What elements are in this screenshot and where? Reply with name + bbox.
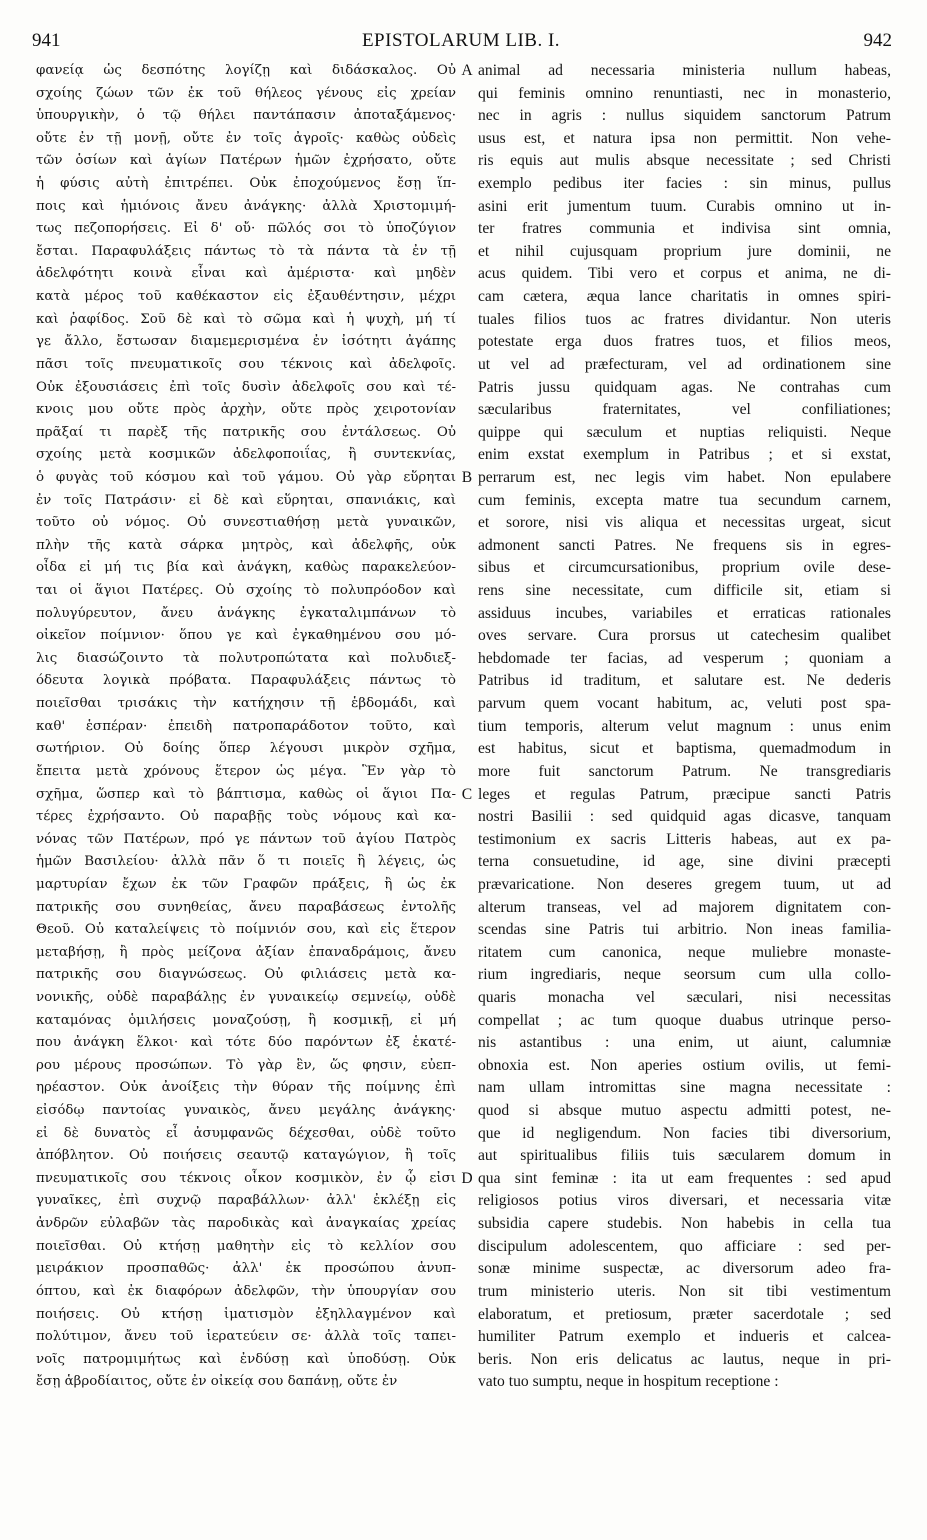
latin-text-line: que id negligendum. Non facies tibi diversorium, [478, 1124, 891, 1142]
greek-text-line: Θεοῦ. Οὐ καταλείψεις τὸ ποίμνιόν σου, καὶ εἰς ἕτερον [36, 922, 456, 938]
section-marker: B [461, 469, 473, 487]
latin-text-line: scendas sine Patris tui arbitrio. Non ineas familia- [478, 921, 891, 939]
latin-text-column [478, 60, 891, 1394]
greek-text-line: που ἀνάγκη ἕλκοι· καὶ τότε δύο παρόντων ἐξ ἑκατέ- [36, 1035, 456, 1051]
greek-text-line: ἔσῃ ἁβροδίαιτος, οὔτε ἐν οἰκείᾳ σου δαπάνῃ, οὔτε ἐν [36, 1374, 398, 1390]
latin-text-line: admonent sancti Patres. Ne frequens sis in egres- [478, 536, 891, 554]
latin-text-line: exemplo pedibus iter facies : sin minus, pullus [478, 175, 891, 193]
greek-text-line: πολύτιμον, ἄνευ τοῦ ἱερατεύειν σε· ἀλλὰ τοῖς ταπει- [36, 1329, 456, 1345]
greek-text-line: νοῖς πατρομιμήτως καὶ ἐνδύσῃ καὶ ὑποδύσῃ. Οὐκ [36, 1351, 456, 1367]
greek-text-line: πᾶσι τοῖς πνευματικοῖς σου τέκνοις καὶ ἀδελφοῖς. [36, 356, 456, 372]
latin-text-line: ter fratres communia et indivisa sint omnia, [478, 220, 891, 238]
greek-text-line: ὑπουργικὴν, ὁ τῷ θήλει παντάπασιν ἀποταξάμενος· [36, 108, 456, 124]
greek-text-line: καὶ ῥαφίδος. Σοῦ δὲ καὶ τὸ σῶμα καὶ ἡ ψυχὴ, μή τί [36, 311, 456, 327]
latin-text-line: acus quidem. Tibi vero et corpus et anima, ne di- [478, 265, 891, 283]
latin-text-line: leges et regulas Patrum, præcipue sancti Patris [478, 785, 891, 803]
greek-text-line: οἰκεῖον ποίμνιον· ὅπου γε καὶ ἐγκαθημένου σου μό- [36, 628, 456, 644]
greek-text-line: ποιεῖσθαι τρισάκις τὴν κατήχησιν τῇ ἑβδομάδι, καὶ [36, 696, 456, 712]
latin-text-line: asini erit jumentum tuum. Curabis omnino ut in- [478, 197, 891, 215]
greek-text-column [36, 60, 456, 1394]
greek-text-line: καταμόνας ὁμιλήσεις μοναζούσῃ, ἢ κοσμικῇ, εἰ μή [36, 1012, 456, 1028]
greek-text-line: ἡμῶν Βασιλείου· ἀλλὰ πᾶν ὅ τι ποιεῖς ἢ λέγεις, ὡς [36, 854, 456, 870]
greek-text-line: ἡ φύσις αὐτὴ ἐπιτρέπει. Οὐκ ἐποχούμενος ἔσῃ ἵπ- [36, 176, 456, 192]
greek-text-line: τῶν ὁσίων καὶ ἁγίων Πατέρων ἡμῶν ἐχρήσατο, οὔτε [36, 153, 456, 169]
greek-text-line: ποις καὶ ἡμιόνοις ἄνευ ἀνάγκης· ἀλλὰ Χριστομιμή- [36, 198, 456, 214]
greek-text-line: φανείᾳ ὡς δεσπότης λογίζῃ καὶ διδάσκαλος. Οὐ [36, 63, 456, 78]
greek-text-line: ἔπειτα μετὰ χρόνους ἕτερον ὡς μέγα. Ἓν γὰρ τὸ [36, 763, 456, 779]
greek-text-line: λις διασώζοιντο τὰ πολυτροπώτατα καὶ πολυδιεξ- [36, 650, 456, 666]
latin-text-line: cum feminis, excepta matre tua secundum carnem, [478, 491, 891, 509]
greek-text-line: ηρέαστον. Οὐκ ἀνοίξεις τὴν θύραν τῆς ποίμνης ἐπὶ [36, 1080, 456, 1096]
latin-text-line: perrarum est, nec legis vim habet. Non epulabere [478, 468, 891, 486]
latin-text-line: enim exstat exemplum in Patribus ; et si exstat, [478, 446, 891, 464]
latin-text-line: compellat ; ac tum quoque duabus utrinque perso- [478, 1011, 891, 1029]
latin-text-line: ris equis aut mulis absque necessitate ; sed Christi [478, 152, 891, 170]
latin-text-line: oves servare. Cura prorsus ut catechesim qualibet [478, 627, 891, 645]
latin-text-line: cam cætera, æqua lance charitatis in omnes spiri- [478, 288, 891, 306]
greek-text-line: ποιεῖσθαι. Οὐ κτήσῃ μαθητὴν εἰς τὸ κελλίον σου [36, 1238, 456, 1254]
greek-text-line: πατρικῆς σου συνηθείας, ἄνευ παραβάσεως ἐντολῆς [36, 899, 456, 915]
greek-text-line: όδευτα λογικὰ πρόβατα. Παραφυλάξεις πάντως τὸ [36, 673, 456, 689]
page-number-left: 941 [32, 30, 61, 51]
greek-text-line: ἔσται. Παραφυλάξεις πάντως τὸ τὰ πάντα τὰ ἐν τῇ [36, 243, 456, 259]
latin-text-line: aut spiritualibus filiis tuis sæcularem domum in [478, 1147, 891, 1165]
latin-text-line: sæcularibus fraternitates, vel confiliationes; [478, 401, 891, 419]
latin-text-line: et nihil cujusquam proprium jure dominii, ne [478, 242, 891, 260]
greek-text-line: ποιήσεις. Οὐ κτήσῃ ἱματισμὸν ἐξηλλαγμένον καὶ [36, 1306, 456, 1322]
section-marker: D [461, 1170, 473, 1188]
greek-text-line: ἀνδρῶν εὐλαβῶν τὰς παροδικὰς καὶ ἀναγκαίας χρείας [36, 1216, 456, 1232]
latin-text-line: alterum transeas, vel ad majorem dignitatem con- [478, 898, 891, 916]
latin-text-line: beris. Non eris delicatus ac lautus, neque in pri- [478, 1350, 891, 1368]
latin-text-line: vato tuo sumptu, neque in hospitum receptione : [478, 1373, 779, 1391]
latin-text-line: usus est, et natura ipsa non permittit. Non vehe- [478, 129, 891, 147]
greek-text-line: ρου μέρους προσώπων. Τὸ γὰρ ἓν, ὥς φησιν, εὐεπ- [36, 1057, 456, 1073]
latin-text-line: nec in agris : nullus siquidem sanctorum Patrum [478, 107, 891, 125]
greek-text-line: σχῆμα, ὥσπερ καὶ τὸ βάπτισμα, καθὼς οἱ ἅγιοι Πα- [36, 786, 456, 802]
latin-text-line: nostri Basilii : sed quidquid agas dicasve, tanquam [478, 808, 891, 826]
latin-text-line: assiduus incubes, variabiles et erraticas rationales [478, 604, 891, 622]
greek-text-line: πνευματικοῖς σου τέκνοις οἶκον κοσμικὸν, ἐν ᾧ εἰσι [36, 1170, 456, 1186]
latin-text-line: et sorore, nisi vis aliqua et necessitas urgeat, sicut [478, 514, 891, 532]
latin-text-line: nis astantibus : una enim, ut aiunt, calumniæ [478, 1034, 891, 1052]
greek-text-line: εἰσόδῳ παντοίας γυναικὸς, ἄνευ μεγάλης ἀνάγκης· [36, 1103, 456, 1119]
section-marker: A [461, 62, 473, 79]
greek-text-line: εἰ δὲ δυνατὸς εἶ ἀσυμφανῶς δέχεσθαι, οὐδὲ τοῦτο [36, 1125, 456, 1141]
latin-text-line: Patribus id traditum, et salutare est. Ne dederis [478, 672, 891, 690]
greek-text-line: μεταβήσῃ, ἢ πρὸς μείζονα ἀξίαν ἐπαναδράμοις, ἄνευ [36, 944, 456, 960]
greek-text-line: οἶδα εἰ μή τις βία καὶ ἀνάγκη, καθὼς παρακελεύον- [36, 560, 456, 576]
greek-text-line: μειράκιον προσπαθῶς· ἀλλ' ἐκ προσώπου ἀνυπ- [36, 1261, 456, 1277]
latin-text-line: est habitus, sicut et baptisma, quemadmodum in [478, 740, 891, 758]
greek-text-line: Οὐκ ἐξουσιάσεις ἐπὶ τοῖς δυσὶν ἀδελφοῖς σου καὶ τέ- [36, 379, 456, 395]
greek-text-line: ἐν τοῖς Πατράσιν· εἰ δὲ καὶ εὕρηται, σπανιάκις, καὶ [36, 492, 456, 508]
latin-text-line: rium ingrediaris, neque seorsum cum ulla collo- [478, 966, 891, 984]
page-number-right: 942 [863, 30, 892, 51]
greek-text-line: ἀπόβλητον. Οὐ ποιήσεις σεαυτῷ καταγώγιον, ἢ τοῖς [36, 1148, 456, 1164]
greek-text-line: οὔτε ἐν τῇ μονῇ, οὔτε ἐν τοῖς ἀγροῖς· καθὼς οὐδεὶς [36, 130, 456, 146]
greek-text-line: καθ' ἑσπέραν· ἐπειδὴ πατροπαράδοτον τοῦτο, καὶ [36, 718, 456, 734]
greek-text-line: μαρτυρίαν ἔχων ἐκ τῶν Γραφῶν πράξεις, ἢ ὡς ἐκ [36, 876, 456, 892]
latin-text-line: hebdomade ter facias, ad vesperum ; quoniam a [478, 649, 891, 667]
latin-text-line: qua sint feminæ : ita ut eam frequentes : sed apud [478, 1169, 891, 1187]
latin-text-line: animal ad necessaria ministeria nullum habeas, [478, 62, 891, 79]
greek-text-line: τως πεζοπορήσεις. Εἰ δ' οὔ· πῶλός σοι τὸ ὑποζύγιον [36, 221, 456, 237]
section-marker: C [461, 785, 473, 803]
margin-marker-column [456, 60, 478, 1540]
latin-text-line: Patris jussu quidquam agas. Ne contrahas cum [478, 378, 891, 396]
greek-text-line: κνοις μου οὔτε πρὸς ἀρχὴν, οὔτε πρὸς χειροτονίαν [36, 402, 456, 418]
greek-text-line: σχοίης ζώων τῶν ἐκ τοῦ θήλεος γένους εἰς χρείαν [36, 85, 456, 101]
greek-text-line: πατρικῆς σου διαγνώσεως. Οὐ φιλιάσεις μετὰ κα- [36, 967, 456, 983]
latin-text-line: quippe qui sæculum et nuptias reliquisti. Neque [478, 423, 891, 441]
greek-text-line: τοῦτο οὐ νόμος. Οὐ συνεστιαθήσῃ μετὰ γυναικῶν, [36, 515, 456, 531]
latin-text-line: humiliter Patrum exemplo et indueris et calcea- [478, 1328, 891, 1346]
latin-text-line: parvum quem vocant habitum, ac, veluti post spa- [478, 695, 891, 713]
latin-text-line: tuales filios tuos ac fratres dividantur. Non uteris [478, 310, 891, 328]
running-header [30, 30, 892, 56]
greek-text-line: τέρες ἐχρήσαντο. Οὐ παραβῇς τοὺς νόμους καὶ κα- [36, 809, 456, 825]
latin-text-line: more fuit sanctorum Patrum. Ne transgrediaris [478, 762, 891, 780]
latin-text-line: rens sine necessitate, cum difficile sit, etiam si [478, 582, 891, 600]
greek-text-line: όπτου, καὶ ἐκ διαφόρων ἀδελφῶν, τὴν ὑπουργίαν σου [36, 1283, 456, 1299]
latin-text-line: trum ministerio uteris. Non sit tibi vestimentum [478, 1282, 891, 1300]
latin-text-line: qui feminis omnino renuntiasti, nec in monasterio, [478, 84, 891, 102]
greek-text-line: σωτήριον. Οὐ δοίης ὅπερ λέγουσι μικρὸν σχῆμα, [36, 741, 456, 757]
greek-text-line: γε ἄλλο, ἔστωσαν διαμεμερισμένα ἐν ἰσότητι ἀγάπης [36, 334, 456, 350]
latin-text-line: quod si absque mutuo aspectu admitti potest, ne- [478, 1102, 891, 1120]
greek-text-line: πρᾶξαί τι παρὲξ τῆς πατρικῆς σου ἐντάλσεως. Οὐ [36, 424, 456, 440]
latin-text-line: subsidia capere studebis. Non habebis in cella tua [478, 1215, 891, 1233]
greek-text-line: ἀδελφότητι κοινὰ εἶναι καὶ ἀμέριστα· καὶ μηδὲν [36, 266, 456, 282]
latin-text-line: prævaricatione. Non deseres gregem tuum, ut ad [478, 875, 891, 893]
greek-text-line: νόνας τῶν Πατέρων, πρό γε πάντων τοῦ ἁγίου Πατρὸς [36, 831, 456, 847]
running-title: EPISTOLARUM LIB. I. [361, 30, 561, 51]
greek-text-line: νονικῆς, οὐδὲ παραβάλῃς ἐν γυναικείῳ σεμνείῳ, οὐδὲ [36, 989, 456, 1005]
latin-text-line: ut vel ad præfecturam, vel ad ordinationem sine [478, 355, 891, 373]
latin-text-line: elaboratum, et pretiosum, præter sacerdotale ; sed [478, 1305, 891, 1323]
latin-text-line: discipulum adolescentem, quo afficiare : sed per- [478, 1237, 891, 1255]
greek-text-line: ὁ φυγὰς τοῦ κόσμου καὶ τοῦ γάμου. Οὐ γὰρ εὕρηται [36, 469, 456, 485]
greek-text-line: ται οἱ ἅγιοι Πατέρες. Οὐ σχοίης τὸ πολυπρόοδον καὶ [36, 583, 456, 599]
greek-text-line: πλὴν τῆς κατὰ σάρκα μητρὸς, καὶ ἀδελφῆς, οὐκ [36, 537, 456, 553]
greek-text-line: κατὰ μέρος τοῦ καθέκαστον εἰς ἐξαυθέντησιν, μέχρι [36, 289, 456, 305]
latin-text-line: sonæ minime suspectæ, ac diversorum adeo fra- [478, 1260, 891, 1278]
greek-text-line: πολυγύρευτον, ἄνευ ἀνάγκης ἐγκαταλιμπάνων τὸ [36, 605, 456, 621]
latin-text-line: potestate erga duos fratres tuos, et filios meos, [478, 333, 891, 351]
latin-text-line: tium temporis, alterum velut magnum : unus enim [478, 717, 891, 735]
latin-text-line: testimonium ex sacris Litteris habeas, aut ex pa- [478, 830, 891, 848]
latin-text-line: ritatem cum canonica, neque muliebre monaste- [478, 943, 891, 961]
latin-text-line: quaris monacha vel sæculari, nisi necessitas [478, 988, 891, 1006]
latin-text-line: sibus et circumcursationibus, proprium ovile dese- [478, 559, 891, 577]
greek-text-line: γυναῖκες, ἐπὶ συχνῷ παραβάλλων· ἀλλ' ἐκλέξῃ εἰς [36, 1193, 456, 1209]
latin-text-line: obnoxia est. Non aperies ostium ovilis, ut femi- [478, 1056, 891, 1074]
latin-text-line: religiosos potius viros diversari, et necessaria vitæ [478, 1192, 891, 1210]
latin-text-line: terna consuetudine, id age, sine divini præcepti [478, 853, 891, 871]
greek-text-line: σχοίης μετὰ κοσμικῶν ἀδελφοποιΐας, ἢ συντεκνίας, [36, 447, 456, 463]
latin-text-line: nam ullam intromittas sine magna necessitate : [478, 1079, 891, 1097]
